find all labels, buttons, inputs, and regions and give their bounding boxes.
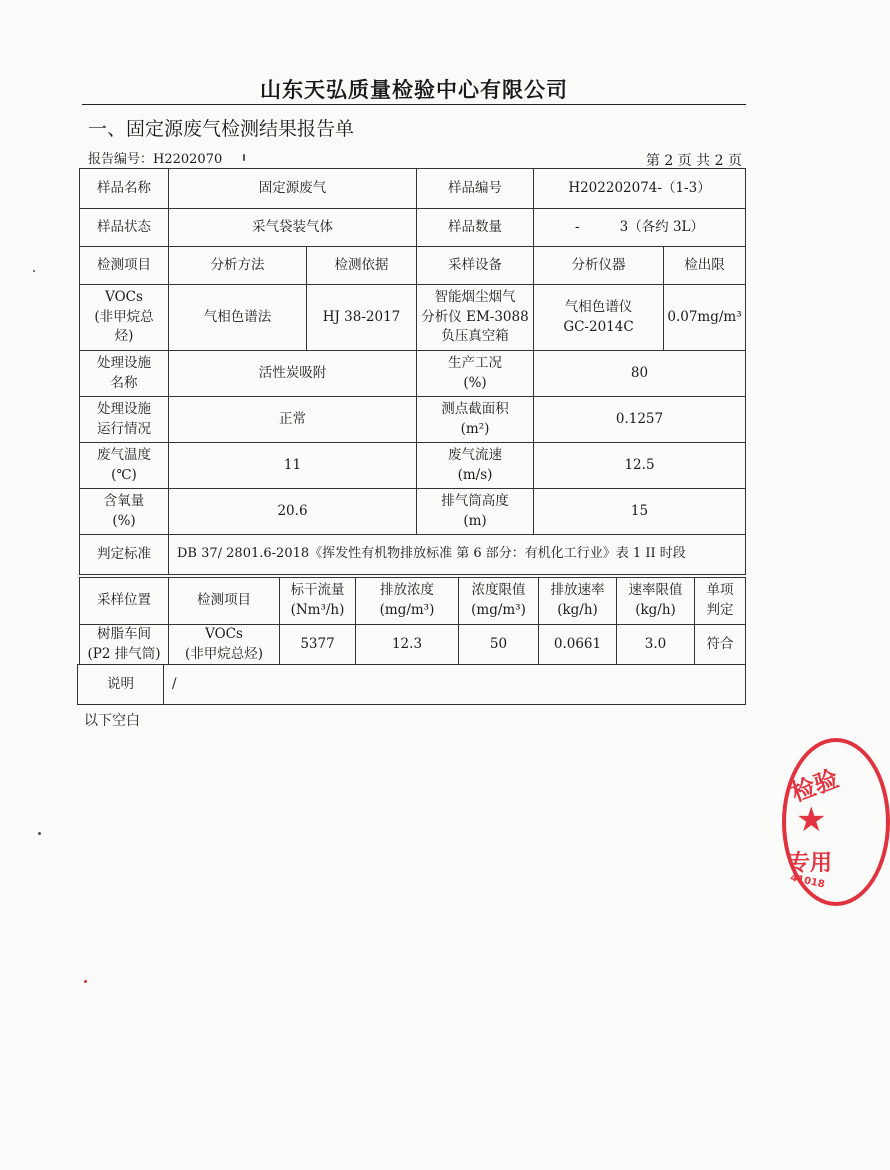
standard-label: 判定标准 <box>80 535 169 575</box>
col-header-instrument: 分析仪器 <box>534 247 664 285</box>
header-line: (kg/h) <box>557 602 598 618</box>
facility-name-value: 活性炭吸附 <box>169 351 417 397</box>
label-line: 废气流速 <box>448 446 502 463</box>
sample-count-cell <box>534 209 746 247</box>
equipment-line: 智能烟尘烟气 <box>434 289 516 306</box>
header-line: (mg/m³) <box>471 602 526 618</box>
method-data-row <box>80 285 746 351</box>
header-line: (kg/h) <box>635 602 676 618</box>
col-header-equipment: 采样设备 <box>417 247 534 285</box>
label-line: 生产工况 <box>448 354 502 371</box>
equipment-line: 分析仪 EM-3088 <box>421 308 529 325</box>
instrument-line: GC-2014C <box>563 318 634 335</box>
oxygen-value: 20.6 <box>169 489 417 535</box>
facility-name-label <box>80 351 169 397</box>
label-line: (m²) <box>460 420 490 437</box>
scan-speck <box>243 154 245 161</box>
notes-value: / <box>164 665 746 705</box>
header-line: 单项 <box>706 582 734 599</box>
results-col-location <box>80 578 169 625</box>
label-line: (%) <box>112 512 136 529</box>
method-item-line: 烃) <box>114 328 134 345</box>
header-line: 排放浓度 <box>380 582 434 599</box>
notes-row <box>78 665 746 705</box>
col-header-limit: 检出限 <box>664 247 746 285</box>
label-line: 运行情况 <box>97 420 151 437</box>
gas-temp-row <box>80 443 746 489</box>
standard-row <box>80 535 746 575</box>
seal-text: 专用 <box>788 851 833 876</box>
organization-title: 山东天弘质量检验中心有限公司 <box>260 78 568 102</box>
result-rate-limit: 3.0 <box>617 625 695 665</box>
scan-speck <box>38 832 41 835</box>
sample-name-value: 固定源废气 <box>169 169 417 209</box>
sample-state-label: 样品状态 <box>80 209 169 247</box>
label-line: (%) <box>463 374 487 391</box>
results-header-row <box>80 578 746 625</box>
equipment-line: 负压真空箱 <box>441 328 509 345</box>
scan-speck <box>84 980 87 983</box>
results-col-conc-limit <box>459 578 539 625</box>
production-value: 80 <box>534 351 746 397</box>
blank-below-note: 以下空白 <box>84 713 140 729</box>
page-info: 第 2 页 共 2 页 <box>645 153 742 169</box>
label-line: 名称 <box>110 374 138 391</box>
col-header-item: 检测项目 <box>80 247 169 285</box>
oxygen-row <box>80 489 746 535</box>
result-location <box>80 625 169 665</box>
gas-flow-label <box>417 443 534 489</box>
results-col-rate <box>539 578 617 625</box>
result-verdict: 符合 <box>695 625 746 665</box>
sample-count-value: 3（各约 3L） <box>619 218 704 235</box>
method-item-line: VOCs <box>105 289 143 306</box>
results-data-row <box>80 625 746 665</box>
gas-temp-label <box>80 443 169 489</box>
header-line: 浓度限值 <box>471 582 526 599</box>
header-line: (Nm³/h) <box>290 602 345 618</box>
header-line: 检测项目 <box>197 592 251 609</box>
results-col-rate-limit <box>617 578 695 625</box>
method-value: 气相色谱法 <box>169 285 307 351</box>
notes-table <box>77 664 746 705</box>
sample-info-table <box>79 168 746 575</box>
value-line: VOCs <box>205 626 243 642</box>
instrument-line: 气相色谱仪 <box>564 298 633 315</box>
value-line: (非甲烷总烃) <box>184 645 264 662</box>
sample-count-dash: - <box>575 218 580 235</box>
sample-state-value: 采气袋装气体 <box>169 209 417 247</box>
result-item <box>169 625 280 665</box>
label-line: (m) <box>463 512 487 529</box>
result-concentration: 12.3 <box>356 625 459 665</box>
production-label <box>417 351 534 397</box>
results-col-verdict <box>695 578 746 625</box>
detection-limit-value: 0.07mg/m³ <box>664 285 746 351</box>
section-area-label <box>417 397 534 443</box>
method-item-line: (非甲烷总 <box>94 308 154 325</box>
result-conc-limit: 50 <box>459 625 539 665</box>
header-line: 排放速率 <box>550 582 605 599</box>
equipment-cell <box>417 285 534 351</box>
results-col-concentration <box>356 578 459 625</box>
section-title: 一、固定源废气检测结果报告单 <box>88 118 355 140</box>
sample-name-label: 样品名称 <box>80 169 169 209</box>
facility-status-value: 正常 <box>169 397 417 443</box>
sample-id-value: H202202074-（1-3） <box>534 169 746 209</box>
header-line: (mg/m³) <box>379 602 435 618</box>
official-seal <box>782 738 890 906</box>
value-line: (P2 排气筒) <box>87 645 161 662</box>
label-line: 含氧量 <box>103 492 145 509</box>
basis-value: HJ 38-2017 <box>307 285 417 351</box>
label-line: 废气温度 <box>97 446 151 463</box>
gas-temp-value: 11 <box>169 443 417 489</box>
standard-value: DB 37/ 2801.6-2018《挥发性有机物排放标准 第 6 部分：有机化工行业》表 1 II 时段 <box>169 535 746 575</box>
col-header-method: 分析方法 <box>169 247 307 285</box>
facility-status-row <box>80 397 746 443</box>
header-line: 判定 <box>706 602 734 618</box>
value-line: 树脂车间 <box>97 626 151 642</box>
method-header-row <box>80 247 746 285</box>
report-number: 报告编号：H2202070 <box>88 152 223 167</box>
label-line: (m/s) <box>457 466 493 483</box>
label-line: 排气筒高度 <box>441 492 509 509</box>
title-underline <box>82 104 746 105</box>
scan-speck <box>33 270 35 272</box>
gas-flow-value: 12.5 <box>534 443 746 489</box>
seal-star-icon: ★ <box>796 800 827 840</box>
results-table <box>79 577 746 665</box>
stack-height-value: 15 <box>534 489 746 535</box>
method-item-cell <box>80 285 169 351</box>
col-header-basis: 检测依据 <box>307 247 417 285</box>
label-line: (℃) <box>111 466 137 483</box>
notes-label: 说明 <box>78 665 164 705</box>
results-col-flow <box>280 578 356 625</box>
label-line: 处理设施 <box>97 354 151 371</box>
sample-id-label: 样品编号 <box>417 169 534 209</box>
section-area-value: 0.1257 <box>534 397 746 443</box>
seal-number: 41018 <box>789 872 826 891</box>
results-col-item <box>169 578 280 625</box>
result-flow: 5377 <box>280 625 356 665</box>
header-line: 速率限值 <box>628 582 683 599</box>
sample-name-row <box>80 169 746 209</box>
oxygen-label <box>80 489 169 535</box>
label-line: 处理设施 <box>97 400 151 417</box>
seal-text: 检验 <box>787 764 843 808</box>
sample-state-row <box>80 209 746 247</box>
result-rate: 0.0661 <box>539 625 617 665</box>
header-line: 采样位置 <box>97 592 151 609</box>
header-line: 标干流量 <box>290 582 345 599</box>
facility-status-label <box>80 397 169 443</box>
facility-name-row <box>80 351 746 397</box>
label-line: 测点截面积 <box>441 400 509 417</box>
stack-height-label <box>417 489 534 535</box>
sample-count-label: 样品数量 <box>417 209 534 247</box>
instrument-cell <box>534 285 664 351</box>
